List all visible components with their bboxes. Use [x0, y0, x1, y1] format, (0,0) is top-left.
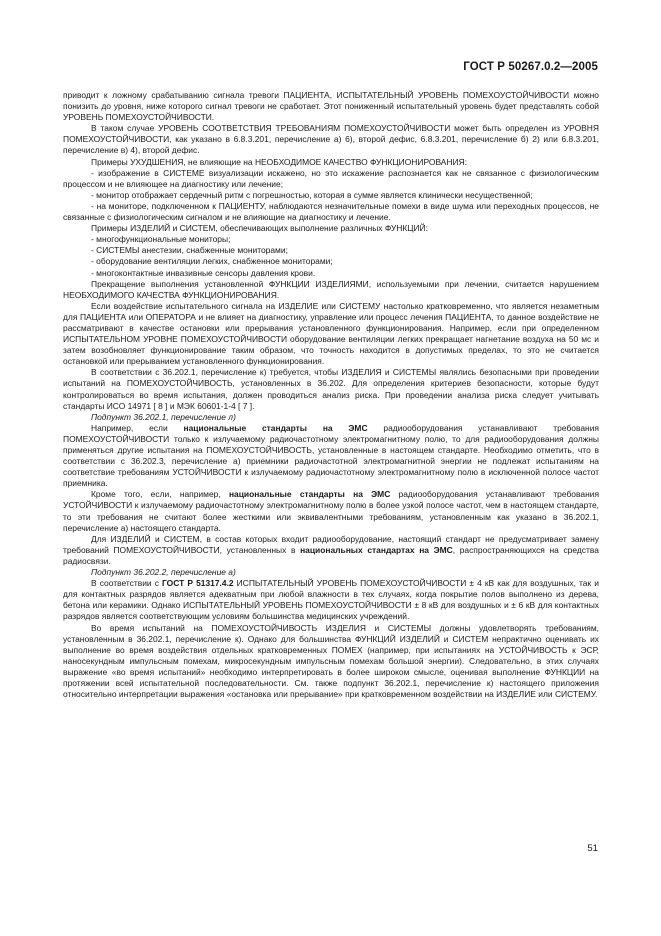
list-item: - СИСТЕМЫ анестезии, снабженные мониторами; [91, 245, 288, 256]
list-item: - монитор отображает сердечный ритм с погрешностью, которая в сумме является клинически несущественной; [91, 189, 533, 200]
emphasis: национальных стандартах на ЭМС [300, 544, 453, 555]
paragraph: Например, если национальные стандарты на ЭМС радиооборудования устанавливают требования ПОМЕХОУСТОЙЧИВОСТИ только к излучаемому радиочастотному электромагнитному полю, то для радиооборудования должны применяться другие испытания на ПОМЕХОУСТОЙЧИВОСТЬ, установленные в настоящем стандарте. Необходимо отметить, что в соответствии с 36.202.3, перечисление а) приемники радиочастотной электромагнитной энергии не подлежат испытаниям на соответствие требованиям УСТОЙЧИВОСТИ к излучаемому радиочастотному электромагнитному полю в исключенной полосе частот приемника. [63, 422, 599, 489]
page-number: 51 [587, 843, 598, 854]
standard-header: ГОСТ Р 50267.0.2—2005 [463, 61, 598, 73]
paragraph: В соответствии с 36.202.1, перечисление к) требуется, чтобы ИЗДЕЛИЯ и СИСТЕМЫ являлись безопасными при проведении испытаний на ПОМЕХОУСТОЙЧИВОСТЬ, установленных в 36.202. Для определения критериев безопасности, которые будут контролироваться во время испытания, должен проводиться анализ риска. При проведении анализа риска следует учитывать стандарты ИСО 14971 [ 8 ] и МЭК 60601-1-4 [ 7 ]. [63, 367, 599, 411]
paragraph: Прекращение выполнения установленной ФУНКЦИИ ИЗДЕЛИЯМИ, используемыми при лечении, считается нарушением НЕОБХОДИМОГО КАЧЕСТВА ФУНКЦИОНИРОВАНИЯ. [63, 278, 599, 300]
list-item: - на мониторе, подключенном к ПАЦИЕНТУ, наблюдаются незначительные помехи в виде шума или переходных процессов, не связанные с физиологическим сигналом и не влияющие на диагностику и лечение. [63, 200, 599, 223]
paragraph: Кроме того, если, например, национальные стандарты на ЭМС радиооборудования устанавливают требования УСТОЙЧИВОСТИ к излучаемому радиочастотному электромагнитному полю в более узкой полосе частот, чем в настоящем стандарте, то эти требования не считают более жесткими или эквивалентными требованиям, установленным как указано в 36.202.1, перечисление а) настоящего стандарта. [63, 489, 600, 533]
paragraph: В соответствии с ГОСТ Р 51317.4.2 ИСПЫТАТЕЛЬНЫЙ УРОВЕНЬ ПОМЕХОУСТОЙЧИВОСТИ ± 4 кВ как для воздушных, так и для контактных разрядов является адекватным при любой влажности в тех случаях, когда покрытие полов выполнено из дерева, бетона или керамики. Однако ИСПЫТАТЕЛЬНЫЙ УРОВЕНЬ ПОМЕХОУСТОЙЧИВОСТИ ± 8 кВ для воздушных и ± 6 кВ для контактных разрядов является соответствующим условиям большинства медицинских учреждений. [63, 578, 599, 622]
paragraph: Примеры УХУДШЕНИЯ, не влияющие на НЕОБХОДИМОЕ КАЧЕСТВО ФУНКЦИОНИРОВАНИЯ: [91, 156, 468, 167]
paragraph: Если воздействие испытательного сигнала на ИЗДЕЛИЕ или СИСТЕМУ настолько кратковременно, что является незаметным для ПАЦИЕНТА или ОПЕРАТОРА и не влияет на диагностику, управление или процесс лечения ПАЦИЕНТА, то данное воздействие не рассматривают в качестве остановки или прерывания установленного функционирования. Например, если при определенном ИСПЫТАТЕЛЬНОМ УРОВНЕ ПОМЕХОУСТОЙЧИВОСТИ оборудование вентиляции легких прекращает нагнетание воздуха на 50 мс и затем возобновляет функционирование таким образом, что точность находится в допустимых пределах, то это не считается остановкой или прерыванием установленного функционирования. [63, 300, 599, 367]
paragraph: Примеры ИЗДЕЛИЙ и СИСТЕМ, обеспечивающих выполнение различных ФУНКЦИЙ: [91, 223, 428, 234]
subclause-heading: Подпункт 36.202.1, перечисление л) [91, 411, 236, 422]
list-item: - многоконтактные инвазивные сенсоры давления крови. [91, 267, 316, 278]
paragraph: Во время испытаний на ПОМЕХОУСТОЙЧИВОСТЬ ИЗДЕЛИЯ и СИСТЕМЫ должны удовлетворять требованиям, установленным в 36.202.1, перечисление к). Однако для большинства ФУНКЦИЙ ИЗДЕЛИЙ и СИСТЕМ непрактично оценивать их выполнение во время воздействия отдельных кратковременных ПОМЕХ (например, при испытаниях на УСТОЙЧИВОСТЬ к ЭСР, наносекундным импульсным помехам, микросекундным импульсным помехам большой энергии). Следовательно, в этих случаях выражение «во время испытаний» необходимо интерпретировать в более широком смысле, оценивая выполнение ФУНКЦИИ на протяжении всей испытательной последовательности. См. также подпункт 36.202.1, перечисление к) настоящего приложения относительно интерпретации выражения «остановка или прерывание» при кратковременном воздействии на ИЗДЕЛИЕ или СИСТЕМУ. [63, 622, 599, 700]
list-item: - изображение в СИСТЕМЕ визуализации искажено, но это искажение распознается как не связанное с физиологическим процессом и не влияющее на диагностику или лечение; [63, 167, 599, 189]
list-item: - оборудование вентиляции легких, снабженное мониторами; [91, 256, 333, 267]
paragraph: Для ИЗДЕЛИЙ и СИСТЕМ, в состав которых входит радиооборудование, настоящий стандарт не предусматривает замену требований ПОМЕХОУСТОЙЧИВОСТИ, установленных в национальных стандартах на ЭМС, распространяющихся на средства радиосвязи. [63, 533, 599, 566]
emphasis: национальные стандарты на ЭМС [183, 422, 368, 433]
emphasis: ГОСТ Р 51317.4.2 [162, 578, 234, 589]
subclause-heading: Подпункт 36.202.2, перечисление а) [91, 567, 236, 578]
paragraph: В таком случае УРОВЕНЬ СООТВЕТСТВИЯ ТРЕБОВАНИЯМ ПОМЕХОУСТОЙЧИВОСТИ может быть определен из УРОВНЯ ПОМЕХОУСТОЙЧИВОСТИ, как указано в 6.8.3.201, перечисление а) 6), второй дефис, 6.8.3.201, перечисление б) 2) или 6.8.3.201, перечисление в) 4), второй дефис. [63, 123, 599, 156]
list-item: - многофункциональные мониторы; [91, 234, 231, 245]
emphasis: национальные стандарты на ЭМС [228, 489, 391, 500]
body-text [63, 90, 599, 700]
paragraph: приводит к ложному срабатыванию сигнала тревоги ПАЦИЕНТА, ИСПЫТАТЕЛЬНЫЙ УРОВЕНЬ ПОМЕХОУСТОЙЧИВОСТИ можно понизить до уровня, ниже которого сигнал тревоги не сработает. Этот пониженный испытательный уровень будет представлять собой УРОВЕНЬ ПОМЕХОУСТОЙЧИВОСТИ. [63, 90, 599, 123]
